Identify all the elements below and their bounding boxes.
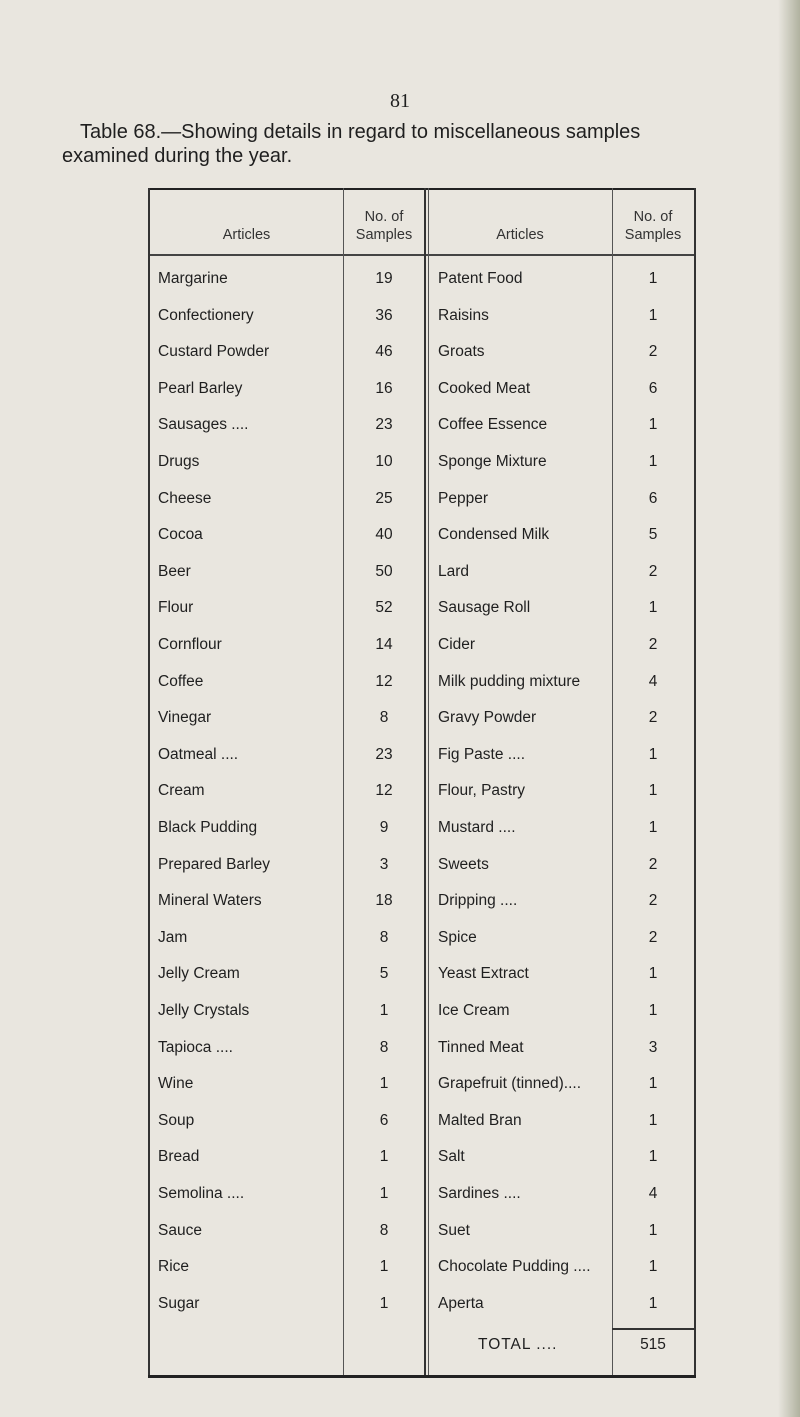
article-name: Cooked Meat: [438, 379, 531, 397]
table-row: [148, 559, 696, 585]
sample-count: 23: [375, 416, 393, 434]
header-samples-right: [613, 208, 693, 244]
article-name: Pepper: [438, 489, 488, 507]
table-row: [148, 449, 696, 475]
article-name: Beer: [158, 562, 191, 580]
article-name: Suet: [438, 1221, 470, 1239]
article-name: Dripping ....: [438, 892, 518, 910]
sample-count: 3: [648, 1038, 658, 1056]
article-name: Vinegar: [158, 709, 212, 727]
header-samples-left: [344, 208, 424, 244]
header-articles-right: Articles: [496, 227, 544, 243]
table-row: [148, 742, 696, 768]
sample-count: 5: [379, 965, 389, 983]
table-row: [148, 266, 696, 292]
sample-count: 1: [379, 1258, 389, 1276]
sample-count: 1: [379, 1294, 389, 1312]
article-name: Semolina ....: [158, 1185, 245, 1202]
article-name: Tinned Meat: [438, 1038, 524, 1056]
table-row: [148, 852, 696, 878]
article-name: Spice: [438, 928, 477, 946]
sample-count: 1: [648, 453, 658, 470]
sample-count: 1: [648, 1294, 658, 1312]
sample-count: 8: [379, 928, 389, 946]
article-name: Sugar: [158, 1294, 200, 1312]
sample-count: 14: [375, 636, 393, 653]
table-row: [148, 412, 696, 438]
article-name: Sauce: [158, 1221, 202, 1239]
article-name: Malted Bran: [438, 1111, 522, 1129]
sample-count: 1: [648, 306, 658, 324]
sample-count: 1: [648, 270, 658, 287]
article-name: Condensed Milk: [438, 526, 550, 544]
article-name: Jelly Cream: [158, 965, 240, 983]
table-row: [148, 778, 696, 804]
sample-count: 23: [375, 745, 393, 763]
table-row: [148, 522, 696, 548]
table-row: [148, 632, 696, 658]
caption-line-2: examined during the year.: [62, 145, 293, 167]
article-name: Custard Powder: [158, 343, 270, 361]
sample-count: 1: [379, 1148, 389, 1166]
table-row: [148, 888, 696, 914]
sample-count: 4: [648, 1185, 658, 1202]
article-name: Bread: [158, 1148, 200, 1166]
article-name: Groats: [438, 343, 485, 361]
caption-line-1: Table 68.—Showing details in regard to miscellaneous samples: [80, 121, 641, 143]
article-name: Jam: [158, 928, 188, 946]
article-name: Margarine: [158, 270, 228, 287]
article-name: Pearl Barley: [158, 379, 243, 397]
sample-count: 1: [648, 782, 658, 800]
sample-count: 12: [375, 672, 393, 690]
header-articles-left: Articles: [222, 227, 271, 243]
table-row: [148, 815, 696, 841]
sample-count: 1: [648, 965, 658, 983]
article-name: Mineral Waters: [158, 892, 262, 910]
article-name: Sardines ....: [438, 1185, 521, 1202]
article-name: Fig Paste ....: [438, 745, 526, 763]
article-name: Wine: [158, 1075, 194, 1093]
table-top-rule: [148, 188, 696, 190]
sample-count: 2: [648, 892, 658, 910]
sample-count: 3: [379, 855, 389, 873]
header-samples-line1: No. of: [364, 209, 404, 225]
sample-count: 1: [379, 1185, 389, 1202]
article-name: Mustard ....: [438, 819, 516, 836]
article-name: Sweets: [438, 855, 489, 873]
article-name: Oatmeal ....: [158, 745, 239, 763]
sample-count: 5: [648, 526, 658, 544]
table-row: [148, 925, 696, 951]
article-name: Sausages ....: [158, 416, 249, 434]
sample-count: 8: [379, 1221, 389, 1239]
sample-count: 6: [648, 379, 658, 397]
table-row: [148, 705, 696, 731]
article-name: Sausage Roll: [438, 599, 531, 617]
article-name: Salt: [438, 1148, 465, 1166]
table-row: [148, 1291, 696, 1317]
sample-count: 1: [648, 1002, 658, 1019]
article-name: Tapioca ....: [158, 1038, 233, 1056]
sample-count: 1: [648, 599, 658, 617]
article-name: Cream: [158, 782, 205, 800]
sample-count: 12: [375, 782, 393, 800]
table-row: [148, 486, 696, 512]
sample-count: 2: [648, 709, 658, 727]
article-name: Flour: [158, 599, 194, 617]
sample-count: 1: [379, 1075, 389, 1093]
article-name: Aperta: [438, 1294, 484, 1312]
sample-count: 9: [379, 819, 389, 836]
table-row: [148, 998, 696, 1024]
table-row: [148, 303, 696, 329]
article-name: Coffee: [158, 672, 204, 690]
sample-count: 10: [375, 453, 393, 470]
header-samples-line2: Samples: [355, 227, 413, 243]
article-name: Yeast Extract: [438, 965, 529, 983]
article-name: Flour, Pastry: [438, 782, 525, 800]
sample-count: 8: [379, 709, 389, 727]
article-name: Jelly Crystals: [158, 1002, 250, 1019]
sample-count: 2: [648, 636, 658, 653]
article-name: Cider: [438, 636, 476, 653]
sample-count: 1: [648, 1148, 658, 1166]
article-name: Black Pudding: [158, 819, 258, 836]
table-row: [148, 1181, 696, 1207]
total-value: 515: [640, 1336, 666, 1353]
sample-count: 25: [375, 489, 393, 507]
sample-count: 2: [648, 928, 658, 946]
sample-count: 6: [648, 489, 658, 507]
sample-count: 18: [375, 892, 393, 910]
sample-count: 1: [648, 819, 658, 836]
sample-count: 2: [648, 855, 658, 873]
article-name: Gravy Powder: [438, 709, 537, 727]
article-name: Cocoa: [158, 526, 203, 544]
table-row: [148, 961, 696, 987]
table-row: [148, 1035, 696, 1061]
table-caption: [62, 120, 780, 168]
sample-count: 19: [375, 270, 393, 287]
table-row: [148, 595, 696, 621]
sample-count: 1: [648, 1075, 658, 1093]
article-name: Chocolate Pudding ....: [438, 1258, 591, 1276]
page-number: 81: [390, 90, 410, 112]
table-header-rule: [148, 254, 696, 256]
article-name: Prepared Barley: [158, 855, 271, 873]
table-bottom-rule: [148, 1375, 696, 1378]
table-row: [148, 1254, 696, 1280]
sample-count: 16: [375, 379, 393, 397]
table-row: [148, 376, 696, 402]
table-row: [148, 1218, 696, 1244]
article-name: Confectionery: [158, 306, 254, 324]
sample-count: 1: [648, 1111, 658, 1129]
sample-count: 50: [375, 562, 393, 580]
total-rule: [612, 1328, 696, 1330]
table-row: [148, 669, 696, 695]
sample-count: 1: [379, 1002, 389, 1019]
article-name: Drugs: [158, 453, 200, 470]
table-row: [148, 1108, 696, 1134]
article-name: Lard: [438, 562, 470, 580]
article-name: Milk pudding mixture: [438, 672, 581, 690]
sample-count: 8: [379, 1038, 389, 1056]
sample-count: 1: [648, 1258, 658, 1276]
sample-count: 2: [648, 562, 658, 580]
sample-count: 4: [648, 672, 658, 690]
table-row: [148, 339, 696, 365]
article-name: Rice: [158, 1258, 190, 1276]
article-name: Sponge Mixture: [438, 453, 547, 470]
header-samples-line1: No. of: [633, 209, 673, 225]
sample-count: 1: [648, 1221, 658, 1239]
sample-count: 1: [648, 745, 658, 763]
sample-count: 36: [375, 306, 393, 324]
sample-count: 52: [375, 599, 393, 617]
article-name: Grapefruit (tinned)....: [438, 1075, 582, 1093]
sample-count: 40: [375, 526, 393, 544]
sample-count: 6: [379, 1111, 389, 1129]
article-name: Patent Food: [438, 270, 523, 287]
article-name: Soup: [158, 1111, 195, 1129]
article-name: Cheese: [158, 489, 212, 507]
sample-count: 2: [648, 343, 658, 361]
sample-count: 1: [648, 416, 658, 434]
table-row: [148, 1071, 696, 1097]
article-name: Coffee Essence: [438, 416, 548, 434]
article-name: Cornflour: [158, 636, 222, 653]
page-edge-shadow: [778, 0, 800, 1417]
total-label: TOTAL ....: [478, 1336, 558, 1353]
table-row: [148, 1144, 696, 1170]
samples-table: [148, 188, 696, 1353]
article-name: Raisins: [438, 306, 489, 324]
sample-count: 46: [375, 343, 393, 361]
article-name: Ice Cream: [438, 1002, 510, 1019]
header-samples-line2: Samples: [624, 227, 682, 243]
